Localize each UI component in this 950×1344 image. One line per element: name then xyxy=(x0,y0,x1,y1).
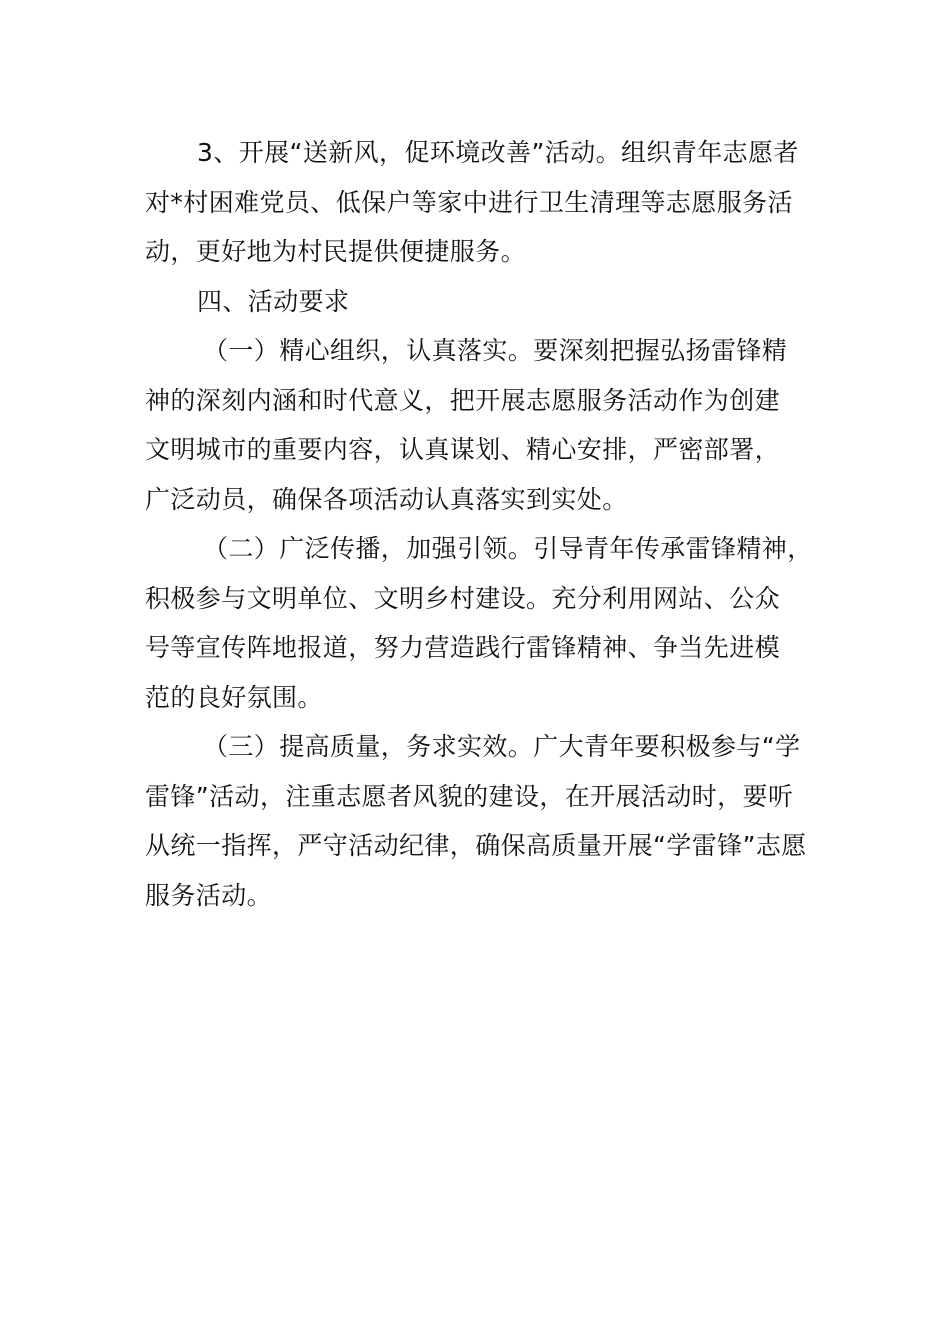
paragraph-line: 对*村困难党员、低保户等家中进行卫生清理等志愿服务活 xyxy=(145,187,793,217)
heading-line: 四、活动要求 xyxy=(197,286,350,316)
paragraph-line: 范的良好氛围。 xyxy=(145,682,323,712)
paragraph-line: 3、开展“送新风，促环境改善”活动。组织青年志愿者 xyxy=(197,138,799,167)
paragraph-line: （一）精心组织，认真落实。要深刻把握弘扬雷锋精 xyxy=(203,336,788,365)
paragraph-line: 广泛动员，确保各项活动认真落实到实处。 xyxy=(145,484,628,514)
paragraph-line: 文明城市的重要内容，认真谋划、精心安排，严密部署， xyxy=(145,435,781,464)
paragraph-line: 雷锋”活动，注重志愿者风貌的建设，在开展活动时，要听 xyxy=(145,781,794,811)
paragraph-line: 从统一指挥，严守活动纪律，确保高质量开展“学雷锋”志愿 xyxy=(145,831,807,860)
paragraph-requirement-2 xyxy=(145,524,835,722)
paragraph-requirement-1 xyxy=(145,326,835,524)
section-heading xyxy=(145,277,835,327)
paragraph-line: 服务活动。 xyxy=(145,880,273,910)
document-body xyxy=(145,128,835,920)
paragraph-item-3 xyxy=(145,128,835,277)
paragraph-line: 号等宣传阵地报道，努力营造践行雷锋精神、争当先进模 xyxy=(145,633,781,662)
paragraph-line: 动，更好地为村民提供便捷服务。 xyxy=(145,237,527,266)
paragraph-line: 积极参与文明单位、文明乡村建设。充分利用网站、公众 xyxy=(145,583,781,613)
paragraph-line: 神的深刻内涵和时代意义，把开展志愿服务活动作为创建 xyxy=(145,385,781,415)
paragraph-line: （三）提高质量，务求实效。广大青年要积极参与“学 xyxy=(203,732,801,761)
paragraph-requirement-3 xyxy=(145,722,835,920)
paragraph-line: （二）广泛传播，加强引领。引导青年传承雷锋精神， xyxy=(203,534,813,563)
